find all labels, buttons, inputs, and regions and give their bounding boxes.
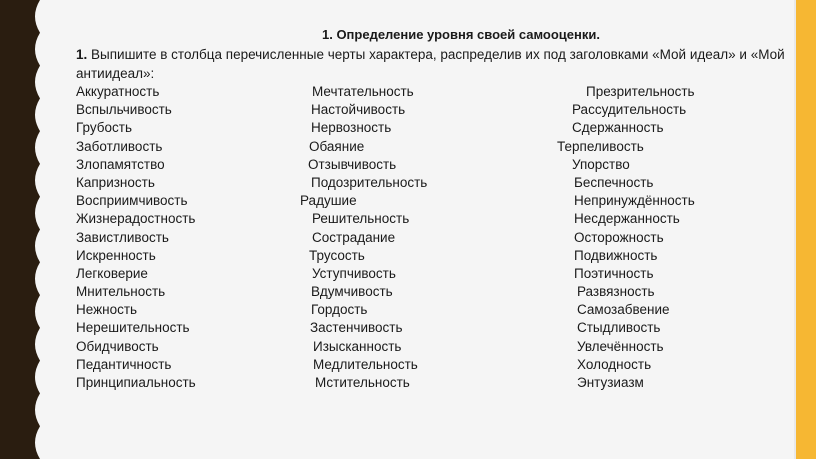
section-heading: 1. Определение уровня своей самооценки. (321, 27, 600, 42)
trait-item: Упорство (572, 156, 630, 172)
trait-item: Застенчивость (310, 320, 403, 336)
trait-row (76, 119, 786, 137)
trait-item: Подозрительность (311, 174, 428, 190)
trait-row (76, 356, 786, 374)
scalloped-edge (0, 0, 50, 459)
trait-item: Заботливость (76, 138, 163, 154)
trait-item: Капризность (76, 174, 155, 190)
trait-item: Непринуждённость (574, 193, 695, 209)
trait-item: Жизнерадостность (76, 211, 196, 227)
trait-item: Уступчивость (312, 265, 396, 281)
trait-item: Гордость (311, 302, 368, 318)
trait-item: Завистливость (76, 229, 169, 245)
trait-item: Нежность (76, 302, 138, 318)
trait-item: Беспечность (574, 174, 654, 190)
trait-item: Принципиальность (76, 375, 196, 390)
instruction-body: Выпишите в столбца перечисленные черты характера, распределив их под заголовками «Мой идеал» и «Мой антиидеал»: (76, 47, 785, 81)
trait-row (76, 229, 786, 247)
trait-item: Мнительность (76, 284, 166, 300)
trait-item: Решительность (312, 211, 410, 227)
instruction-number: 1. (76, 47, 88, 62)
trait-item: Отзывчивость (308, 156, 397, 172)
trait-row (76, 283, 786, 301)
trait-item: Искренность (76, 247, 156, 263)
trait-item: Мечтательность (312, 84, 414, 99)
trait-item: Подвижность (574, 247, 658, 263)
trait-item: Сострадание (312, 229, 396, 245)
trait-item: Несдержанность (574, 211, 680, 227)
trait-item: Изысканность (313, 338, 402, 354)
left-decorative-border (0, 0, 50, 459)
trait-item: Развязность (577, 284, 655, 300)
trait-item: Нерешительность (76, 320, 190, 336)
trait-item: Обидчивость (76, 338, 159, 354)
trait-row (76, 138, 786, 156)
trait-item: Осторожность (574, 229, 664, 245)
trait-item: Презрительность (586, 84, 695, 99)
trait-item: Вспыльчивость (76, 102, 172, 118)
trait-item: Терпеливость (557, 138, 644, 154)
trait-item: Радушие (300, 193, 357, 209)
trait-item: Нервозность (311, 120, 392, 136)
trait-row (76, 210, 786, 228)
trait-item: Медлительность (313, 356, 418, 372)
trait-row (76, 301, 786, 319)
trait-row (76, 192, 786, 210)
trait-item: Вдумчивость (311, 284, 393, 300)
right-accent-bar (796, 0, 816, 459)
trait-item: Поэтичность (574, 265, 654, 281)
trait-row (76, 83, 786, 101)
trait-item: Мстительность (315, 375, 410, 390)
traits-list (76, 83, 786, 392)
trait-item: Педантичность (76, 356, 172, 372)
trait-item: Трусость (309, 247, 365, 263)
trait-item: Легковерие (76, 265, 148, 281)
trait-item: Рассудительность (572, 102, 687, 118)
trait-item: Энтузиазм (577, 375, 644, 390)
trait-row (76, 156, 786, 174)
trait-row (76, 174, 786, 192)
trait-row (76, 319, 786, 337)
trait-item: Восприимчивость (76, 193, 188, 209)
instruction-text (76, 46, 786, 83)
trait-item: Настойчивость (311, 102, 406, 118)
trait-row (76, 265, 786, 283)
trait-row (76, 101, 786, 119)
slide-content (76, 26, 786, 392)
trait-item: Холодность (577, 356, 652, 372)
trait-item: Самозабвение (577, 302, 670, 318)
trait-item: Стыдливость (577, 320, 661, 336)
trait-row (76, 338, 786, 356)
trait-item: Увлечённость (577, 338, 664, 354)
trait-row (76, 247, 786, 265)
trait-item: Сдержанность (572, 120, 664, 136)
trait-item: Обаяние (309, 138, 365, 154)
trait-item: Злопамятство (76, 156, 165, 172)
trait-row (76, 374, 786, 392)
trait-item: Грубость (76, 120, 133, 136)
trait-item: Аккуратность (76, 84, 160, 99)
